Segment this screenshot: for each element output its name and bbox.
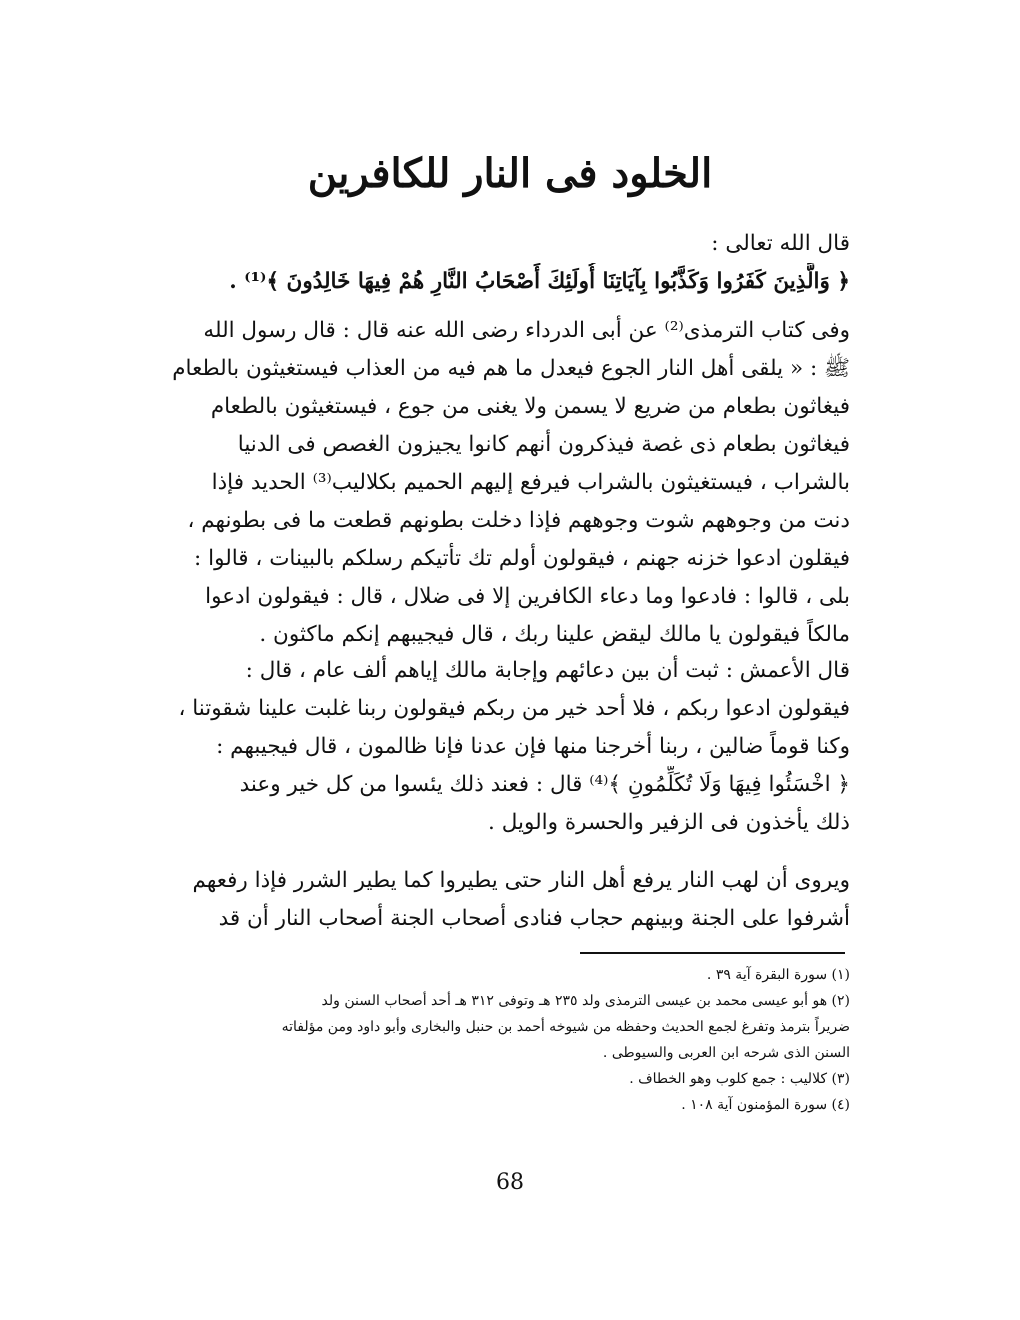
quran-verse-line: ﴿ وَالَّذِينَ كَفَرُوا وَكَذَّبُوا بِآيَاتِنَا أُولَئِكَ أَصْحَابُ النَّارِ هُمْ فِيهَا خَالِدُونَ ﴾⁽¹⁾ . [229, 269, 850, 294]
text-line: قال الأعمش : ثبت أن بين دعائهم وإجابة مالك إياهم ألف عام ، قال : [245, 658, 850, 683]
page-number: 68 [496, 1170, 524, 1195]
text-line: فيغاثون بطعام من ضريع لا يسمن ولا يغنى من جوع ، فيستغيثون بالطعام [210, 394, 850, 419]
text-line: ﷺ : « يلقى أهل النار الجوع فيعدل ما هم فيه من العذاب فيستغيثون بالطعام [172, 356, 850, 381]
footnote-4: (٤) سورة المؤمنون آية ١٠٨ . [681, 1097, 850, 1113]
text-line: فيقولون ادعوا ربكم ، فلا أحد خير من ربكم فيقولون ربنا غلبت علينا شقوتنا ، [178, 696, 850, 721]
paragraph-amash [170, 652, 850, 842]
page-title: الخلود فى النار للكافرين [307, 150, 713, 197]
footnote-2-cont: ضريراً بترمذ وتفرغ لجمع الحديث وحفظه من شيوخه أحمد بن حنبل والبخارى وأبو داود ومن مؤلفاته [281, 1019, 850, 1035]
text-line: ﴿ اخْسَئُوا فِيهَا وَلَا تُكَلِّمُونِ ﴾⁽⁴⁾ قال : فعند ذلك يئسوا من كل خير وعند [239, 772, 850, 797]
text-line: بلى ، قالوا : فادعوا وما دعاء الكافرين إلا فى ضلال ، قال : فيقولون ادعوا [205, 584, 850, 609]
text-line: ويروى أن لهب النار يرفع أهل النار حتى يطيروا كما يطير الشرر فإذا رفعهم [192, 868, 850, 893]
text-line: ذلك يأخذون فى الزفير والحسرة والويل . [488, 810, 850, 835]
footnote-1: (١) سورة البقرة آية ٣٩ . [706, 967, 850, 983]
text-line: فيقلون ادعوا خزنه جهنم ، فيقولون أولم تك تأتيكم رسلكم بالبينات ، قالوا : [194, 546, 850, 571]
text-line: مالكاً فيقولون يا مالك ليقض علينا ربك ، قال فيجيبهم إنكم ماكثون . [259, 622, 850, 647]
paragraph-verse [170, 225, 850, 301]
text-line: وكنا قوماً ضالين ، ربنا أخرجنا منها فإن عدنا فإنا ظالمون ، قال فيجيبهم : [216, 734, 850, 759]
text-line: أشرفوا على الجنة وبينهم حجاب فنادى أصحاب الجنة أصحاب النار أن قد [218, 906, 850, 931]
footnote-divider [580, 952, 845, 954]
footnote-3: (٣) كلاليب : جمع كلوب وهو الخطاف . [629, 1071, 850, 1087]
footnotes [170, 962, 850, 1118]
footnote-2: (٢) هو أبو عيسى محمد بن عيسى الترمذى ولد ٢٣٥ هـ وتوفى ٣١٢ هـ أحد أصحاب السنن ولد [321, 993, 850, 1009]
text-line: قال الله تعالى : [711, 231, 850, 256]
text-line: فيغاثون بطعام ذى غصة فيذكرون أنهم كانوا يجيزون الغصص فى الدنيا [237, 432, 850, 457]
text-line: بالشراب ، فيستغيثون بالشراب فيرفع إليهم الحميم بكلاليب⁽³⁾ الحديد فإذا [211, 470, 850, 495]
paragraph-tirmidhi [170, 312, 850, 654]
text-line: دنت من وجوههم شوت وجوههم فإذا دخلت بطونهم قطعت ما فى بطونهم ، [187, 508, 850, 533]
paragraph-flames [170, 862, 850, 938]
footnote-2-cont: السنن الذى شرحه ابن العربى والسيوطى . [602, 1045, 850, 1061]
text-line: وفى كتاب الترمذى⁽²⁾ عن أبى الدرداء رضى الله عنه قال : قال رسول الله [203, 318, 850, 343]
